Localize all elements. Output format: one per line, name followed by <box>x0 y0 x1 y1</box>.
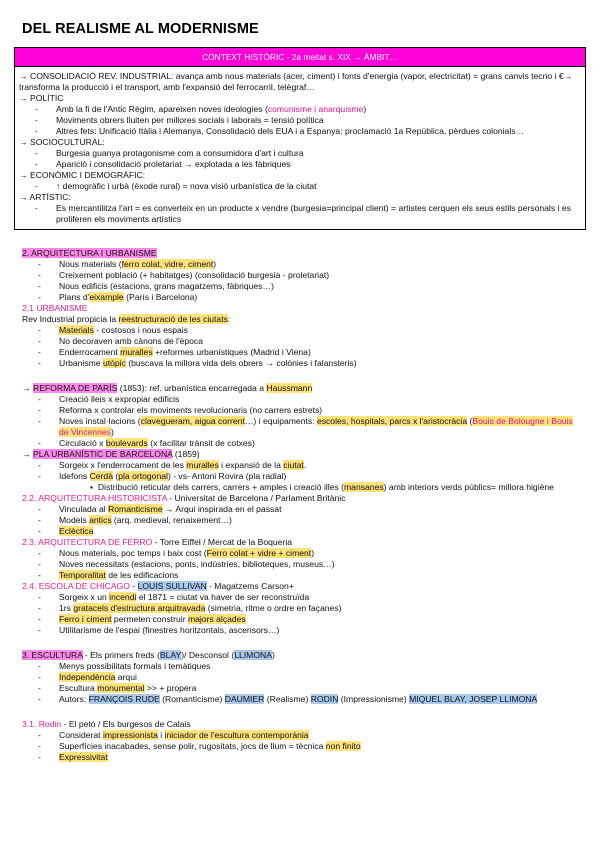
section-sculpture <box>22 650 578 705</box>
section-historicist <box>22 493 578 537</box>
section-chicago <box>22 581 578 636</box>
section-heading: 2. ARQUITECTURA I URBANISME <box>22 248 157 258</box>
document-page <box>19 21 578 763</box>
list-item: - Creació lleis x expropiar edificis <box>22 394 578 405</box>
list-item: - Urbanisme utòpic (buscava la millora vida dels obrers → colònies i falansteris) <box>22 358 578 369</box>
list-item: - Materials - costosos i nous espais <box>22 325 578 336</box>
list-item: - Creixement població (+ habitatges) (consolidació burgesia - proletariat) <box>22 270 578 281</box>
context-bullet: - Aparició i consolidació proletariat → explotada a les fàbriques <box>19 159 581 170</box>
context-bullet: - Burgesia guanya protagonisme com a consumidora d'art i cultura <box>19 148 581 159</box>
list-item: - Utilitarisme de l'espai (finestres horitzontals, ascensors…) <box>22 625 578 636</box>
context-body <box>15 67 585 229</box>
context-bullet: - Moviments obrers lluiten per millores socials i laborals = tensió política <box>19 115 581 126</box>
subsection-heading: 2.3. ARQUITECTURA DE FERRO - Torre Eiffel / Mercat de la Boqueria <box>22 537 293 547</box>
list-item: - Escultura monumental >> + propera <box>22 683 578 694</box>
section-rodin <box>22 719 578 763</box>
context-box <box>14 47 586 230</box>
context-line: → POLÍTIC <box>19 93 64 103</box>
list-item: - Menys possibilitats formals i temàtiques <box>22 661 578 672</box>
list-item: - Ferro i ciment permeten construir majors alçades <box>22 614 578 625</box>
list-item: - No decoraven amb cànons de l'època <box>22 336 578 347</box>
list-item: - Enderrocament muralles +reformes urbanístiques (Madrid i Viena) <box>22 347 578 358</box>
page-title: DEL REALISME AL MODERNISME <box>22 21 259 37</box>
section-architecture <box>22 248 578 303</box>
list-item: - Independència arqui <box>22 672 578 683</box>
list-item: - Idefons Cerdà (pla ortogonal) - vs- Antoni Rovira (pla radial) <box>22 471 578 482</box>
context-header: CONTEXT HISTÒRIC - 2a meitat s. XIX → ÀMBIT… <box>15 48 585 67</box>
section-heading: 3. ESCULTURA - Els primers freds (BLAY)/ Desconsol (LLIMONA) <box>22 650 275 660</box>
subsection-heading: 2.4. ESCOLA DE CHICAGO - LOUIS SULLIVAN - Magatzems Carson+ <box>22 581 294 591</box>
barcelona-heading: → PLA URBANÍSTIC DE BARCELONA (1859) <box>22 449 200 459</box>
list-item: - Noves necessitats (estacions, ponts, indústries, biblioteques, museus…) <box>22 559 578 570</box>
section-iron <box>22 537 578 581</box>
context-line: → CONSOLIDACIÓ REV. INDUSTRIAL: avança amb nous materials (acer, ciment) i fonts d'energia (vapor, electricitat) = grans canvis tecno i €→ transforma la producció i el transport, amb l'expansió del ferrocarril, telègraf… <box>19 71 573 92</box>
context-bullet: - Amb la fi de l'Antic Règim, apareixen noves ideologies (comunisme i anarquisme) <box>19 104 581 115</box>
section-paris <box>22 383 578 449</box>
subsection-heading: 2.1 URBANISME <box>22 303 88 313</box>
list-item: - Reforma x controlar els moviments revolucionaris (no carrers estrets) <box>22 405 578 416</box>
list-item: - Temporalitat de les edificacions <box>22 570 578 581</box>
list-item: - Eclèctica <box>22 526 578 537</box>
subsection-heading: 2.2. ARQUITECTURA HISTORICISTA - Universitat de Barcelona / Parlament Britànic <box>22 493 346 503</box>
section-urbanism <box>22 303 578 369</box>
list-item: - Considerat impressionista i iniciador de l'escultura contemporània <box>22 730 578 741</box>
list-item: - Models antics (arq. medieval, renaixement…) <box>22 515 578 526</box>
context-line: → ECONÒMIC I DEMOGRÀFIC: <box>19 170 146 180</box>
list-item: - Nous materials, poc temps i baix cost (Ferro colat + vidre + ciment) <box>22 548 578 559</box>
list-item: - 1rs gratacels d'estructura arquitravada (simetria, ritme o ordre en façanes) <box>22 603 578 614</box>
list-item: - Superfícies inacabades, sense polir, rugositats, jocs de llum = tècnica non finito <box>22 741 578 752</box>
list-item: - Noves instal·lacions (clavegueram, aigua corrent…) i equipaments: escoles, hospitals, parcs x l'aristocràcia (Bouis de Bolougne i Bouis de Vincennes) <box>22 416 578 438</box>
sub-item: ▪ Distribució reticular dels carrers, carrers + amples i creació illes (mansanes) amb interiors verds públics= millora higiène <box>90 482 554 492</box>
subsection-heading: 3.1. Rodin - El petó / Els burgesos de Calais <box>22 719 191 729</box>
context-line: → SOCIOCULTURAL: <box>19 137 105 147</box>
context-bullet: - Es mercantilitza l'art = es converteix en un producte x vendre (burgesia=principal client) = artistes cerquen els seus estils personals i es proliferen els moviments artístics <box>19 203 581 225</box>
context-line: → ARTÍSTIC: <box>19 192 71 202</box>
list-item: - Sorgeix x l'enderrocament de les muralles i expansió de la ciutat. <box>22 460 578 471</box>
section-barcelona <box>22 449 578 493</box>
context-bullet: - Altres fets: Unificació Itàlia i Alemanya, Consolidació dels EUA i a Espanya: proclamació 1a República, pèrdues colonials… <box>19 126 581 137</box>
list-item: - Circulació x boulevards (x facilitar trànsit de cotxes) <box>22 438 578 449</box>
list-item: - Autors: FRANÇOIS RUDE (Romanticisme) DAUMIER (Realisme) RODIN (Impressionisme) MIQUEL BLAY, JOSEP LLIMONA <box>22 694 578 705</box>
paris-heading: → REFORMA DE PARÍS (1853): ref. urbanística encarregada a Haussmann <box>22 383 313 393</box>
list-item: - Expressivitat <box>22 752 578 763</box>
list-item: - Vinculada al Romanticisme → Arqui inspirada en el passat <box>22 504 578 515</box>
context-bullet: - ↑ demogràfic i urbà (èxode rural) = nova visió urbanística de la ciutat <box>19 181 581 192</box>
list-item: - Sorgeix x un incendi el 1871 = ciutat va haver de ser reconstruïda <box>22 592 578 603</box>
list-item: - Nous edificis (estacions, grans magatzems, fàbriques…) <box>22 281 578 292</box>
list-item: - Plans d'eixample (París i Barcelona) <box>22 292 578 303</box>
paragraph: Rev Industrial propicia la reestructuració de les ciutats: <box>22 314 231 324</box>
list-item: - Nous materials (ferro colat, vidre, ciment) <box>22 259 578 270</box>
